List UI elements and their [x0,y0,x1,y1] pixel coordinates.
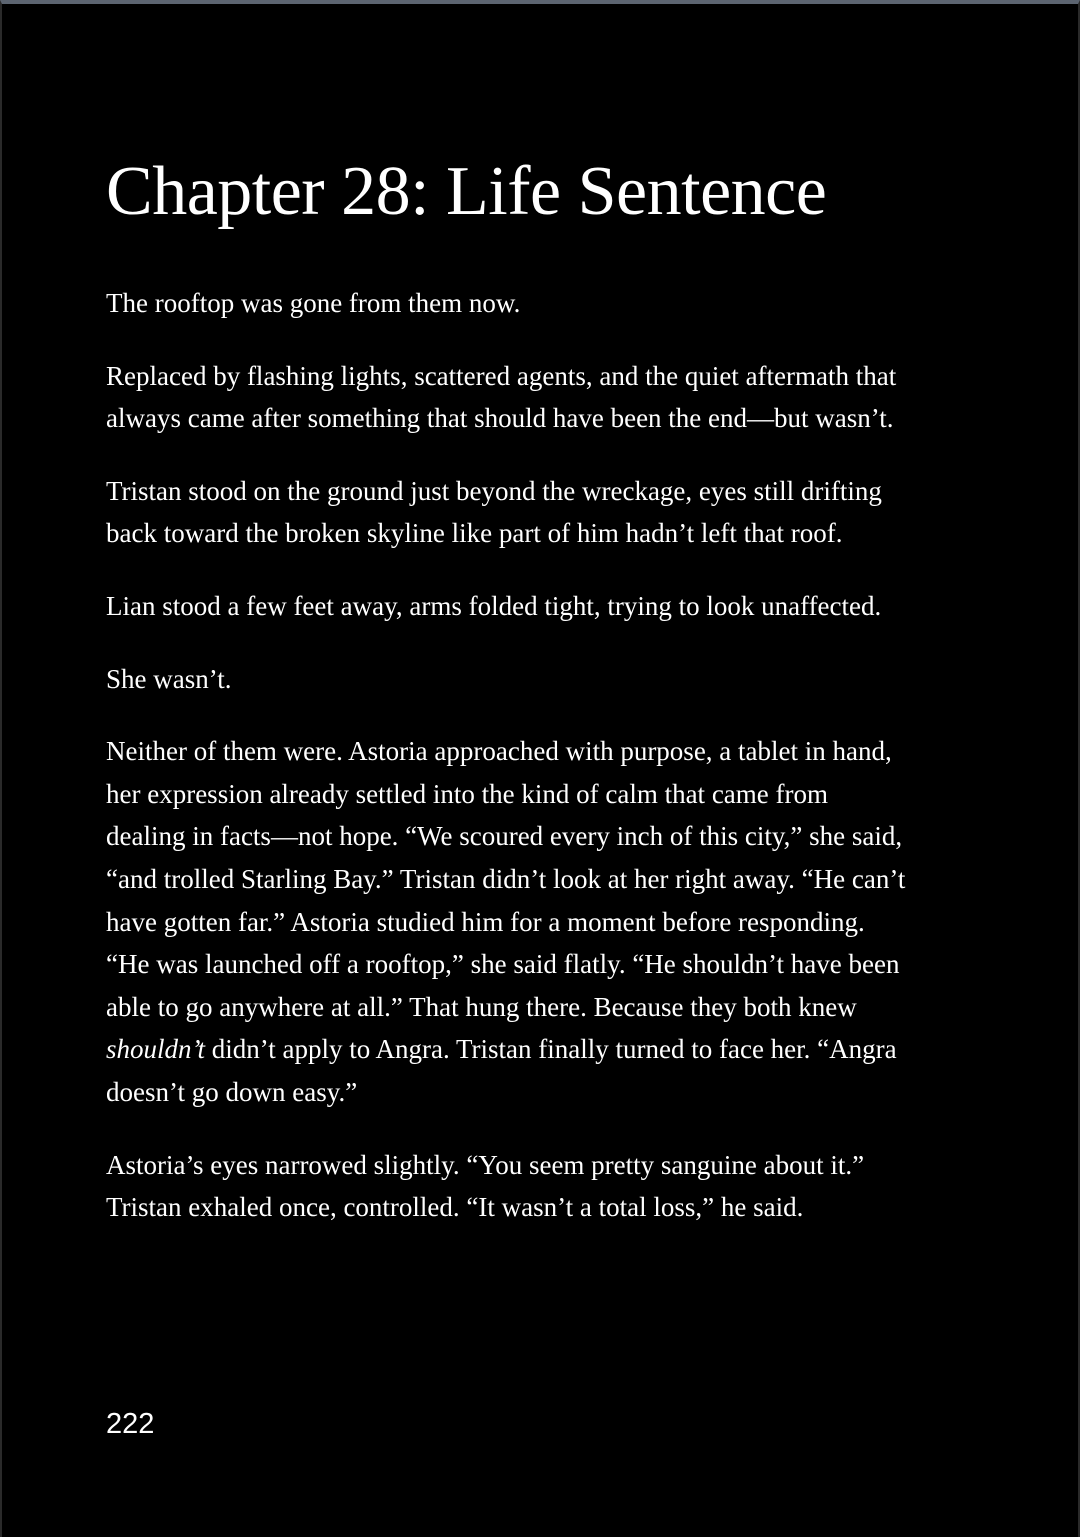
paragraph [106,730,906,1113]
italic-emphasis: shouldn’t [106,1034,206,1065]
chapter-body [106,282,906,1229]
chapter-title: Chapter 28: Life Sentence [106,153,827,230]
paragraph: Lian stood a few feet away, arms folded tight, trying to look unaffected. [106,590,882,621]
paragraph-text: Neither of them were. Astoria approached with purpose, a tablet in hand, her expression already settled into the kind of calm that came from dealing in facts—not hope. “We scoured every inch of this city,” she said, “and trolled Starling Bay.” Tristan didn’t look at her right away. “He can’t have gotten far.” Astoria studied him for a moment before responding. “He was launched off a rooftop,” she said flatly. “He shouldn’t have been able to go anywhere at all.” That hung there. Because they both knew [106,736,906,1022]
page-content [106,148,906,1259]
paragraph: Replaced by flashing lights, scattered agents, and the quiet aftermath that always came after something that should have been the end—but wasn’t. [106,360,897,434]
paragraph: Astoria’s eyes narrowed slightly. “You seem pretty sanguine about it.” Tristan exhaled once, controlled. “It wasn’t a total loss,” he said. [106,1149,865,1223]
paragraph-text: didn’t apply to Angra. Tristan finally turned to face her. “Angra doesn’t go down easy.” [106,1034,897,1107]
paragraph: The rooftop was gone from them now. [106,288,521,318]
page-number: 222 [106,1408,155,1440]
paragraph: Tristan stood on the ground just beyond the wreckage, eyes still drifting back toward the broken skyline like part of him hadn’t left that roof. [106,475,882,549]
paragraph: She wasn’t. [106,663,232,694]
